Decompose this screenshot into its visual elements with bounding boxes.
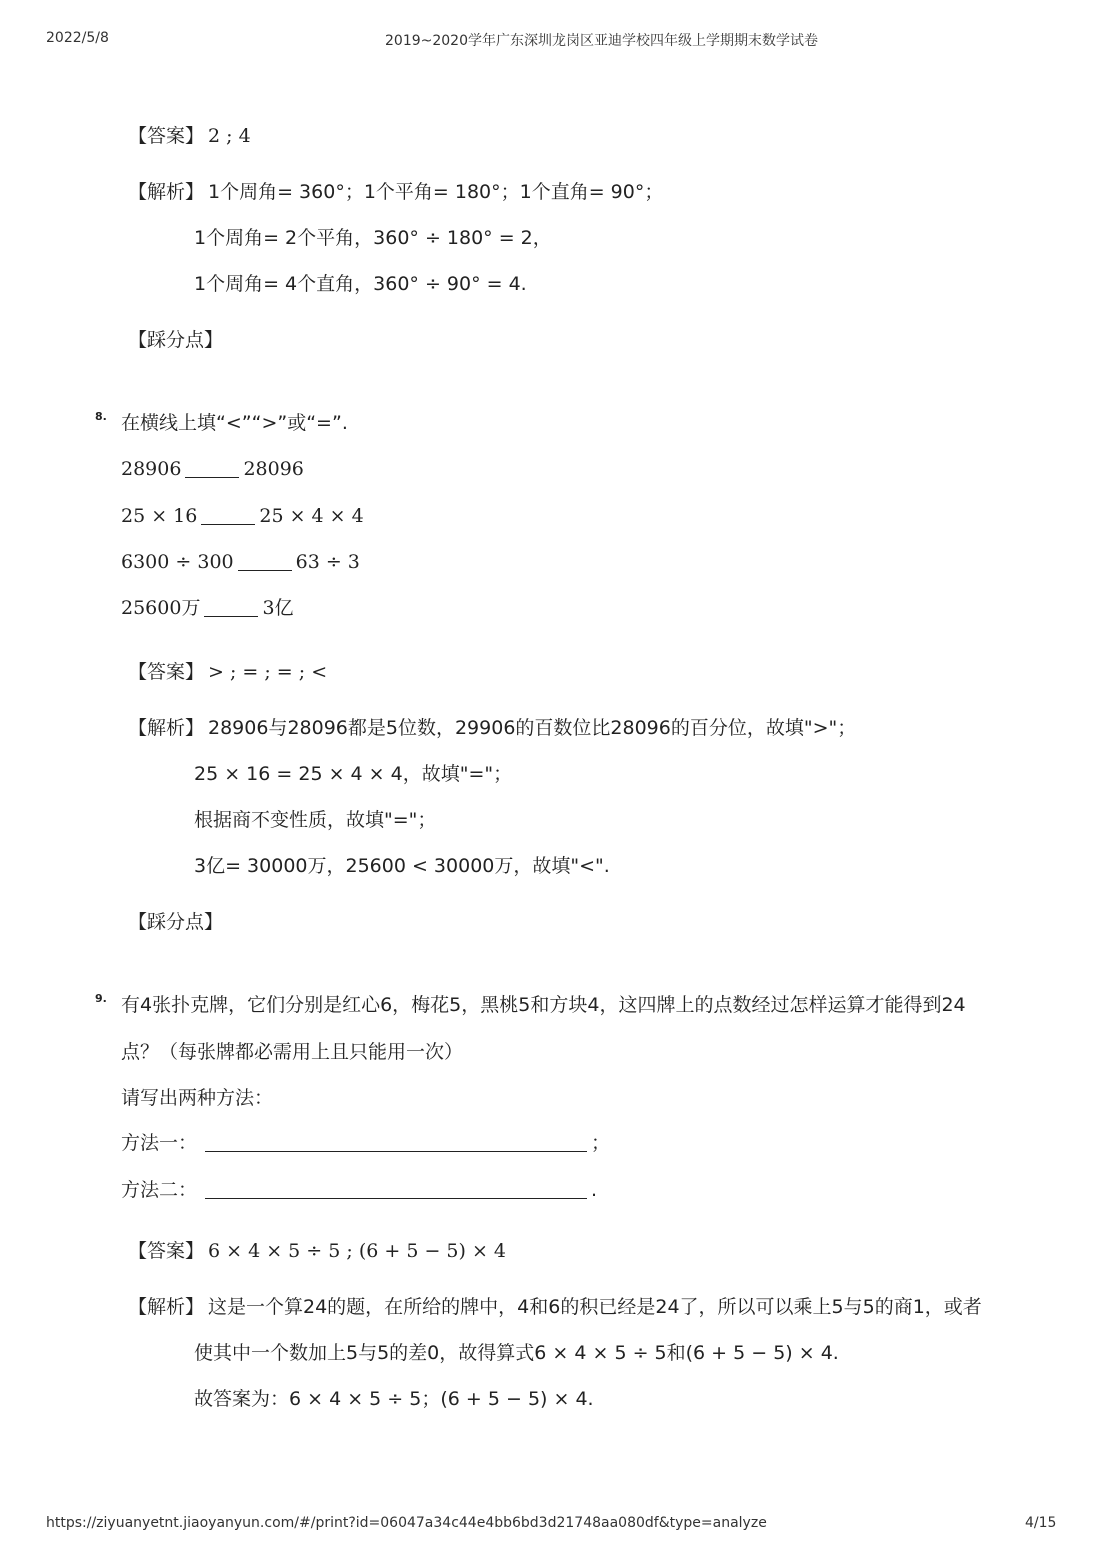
comparison-item [121,457,304,481]
answer-value: > ; = ; = ; < [208,661,328,683]
method-end: . [591,1179,598,1201]
question-stem: 点？（每张牌都必需用上且只能用一次） [121,1041,464,1063]
method-label: 方法一： [121,1132,198,1154]
analysis-line: 1个周角= 360°；1个平角= 180°；1个直角= 90°； [208,181,664,203]
question-stem: 在横线上填“<”“>”或“=”. [121,412,348,434]
method-2-row [121,1178,597,1202]
points-label: 【踩分点】 [128,329,224,351]
answer-value: 2 ; 4 [208,125,251,147]
comparison-left: 25 × 16 [121,505,198,527]
analysis-line: 25 × 16 = 25 × 4 × 4，故填"="； [194,763,513,785]
answer-value: 6 × 4 × 5 ÷ 5 ; (6 + 5 − 5) × 4 [208,1240,507,1262]
answer-label: 【答案】 [128,1240,205,1262]
comparison-right: 28096 [243,458,304,480]
answer-blank[interactable] [201,508,255,525]
answer-blank[interactable] [185,461,239,478]
comparison-item [121,596,294,620]
analysis-line: 28906与28096都是5位数，29906的百数位比28096的百分位，故填">"； [208,717,857,739]
comparison-right: 63 ÷ 3 [295,551,360,573]
analysis-label: 【解析】 [128,717,205,739]
analysis-line: 1个周角= 4个直角，360° ÷ 90° = 4. [194,273,527,295]
page-number: 4/15 [1025,1515,1057,1531]
answer-blank[interactable] [204,600,258,617]
method-label: 方法二： [121,1179,198,1201]
comparison-left: 25600万 [121,597,201,619]
analysis-line: 使其中一个数加上5与5的差0，故得算式6 × 4 × 5 ÷ 5和(6 + 5 − 5) × 4. [194,1342,839,1364]
method-2-blank[interactable] [205,1182,587,1199]
analysis-label: 【解析】 [128,181,205,203]
answer-label: 【答案】 [128,125,205,147]
print-date: 2022/5/8 [46,30,109,46]
analysis-line: 1个周角= 2个平角，360° ÷ 180° = 2， [194,227,552,249]
analysis-line: 根据商不变性质，故填"="； [194,809,437,831]
analysis-line: 3亿= 30000万，25600 < 30000万，故填"<". [194,855,610,877]
comparison-item [121,504,364,528]
comparison-right: 25 × 4 × 4 [259,505,364,527]
method-end: ； [591,1132,611,1154]
question-stem: 有4张扑克牌，它们分别是红心6，梅花5，黑桃5和方块4，这四牌上的点数经过怎样运算才能得到24 [121,994,966,1016]
points-label: 【踩分点】 [128,911,224,933]
document-title: 2019~2020学年广东深圳龙岗区亚迪学校四年级上学期期末数学试卷 [385,33,818,49]
method-1-blank[interactable] [205,1135,587,1152]
question-prompt: 请写出两种方法： [121,1087,274,1109]
analysis-line: 故答案为：6 × 4 × 5 ÷ 5；(6 + 5 − 5) × 4. [194,1388,594,1410]
answer-blank[interactable] [238,554,292,571]
question-number: 9. [95,992,107,1005]
comparison-left: 28906 [121,458,182,480]
analysis-line: 这是一个算24的题，在所给的牌中，4和6的积已经是24了，所以可以乘上5与5的商1，或者 [208,1296,982,1318]
page-url: https://ziyuanyetnt.jiaoyanyun.com/#/print?id=06047a34c44e4bb6bd3d21748aa080df&type=analyze [46,1515,767,1531]
answer-label: 【答案】 [128,661,205,683]
comparison-item [121,550,360,574]
method-1-row [121,1131,610,1155]
analysis-label: 【解析】 [128,1296,205,1318]
question-number: 8. [95,410,107,423]
comparison-right: 3亿 [262,597,294,619]
comparison-left: 6300 ÷ 300 [121,551,234,573]
